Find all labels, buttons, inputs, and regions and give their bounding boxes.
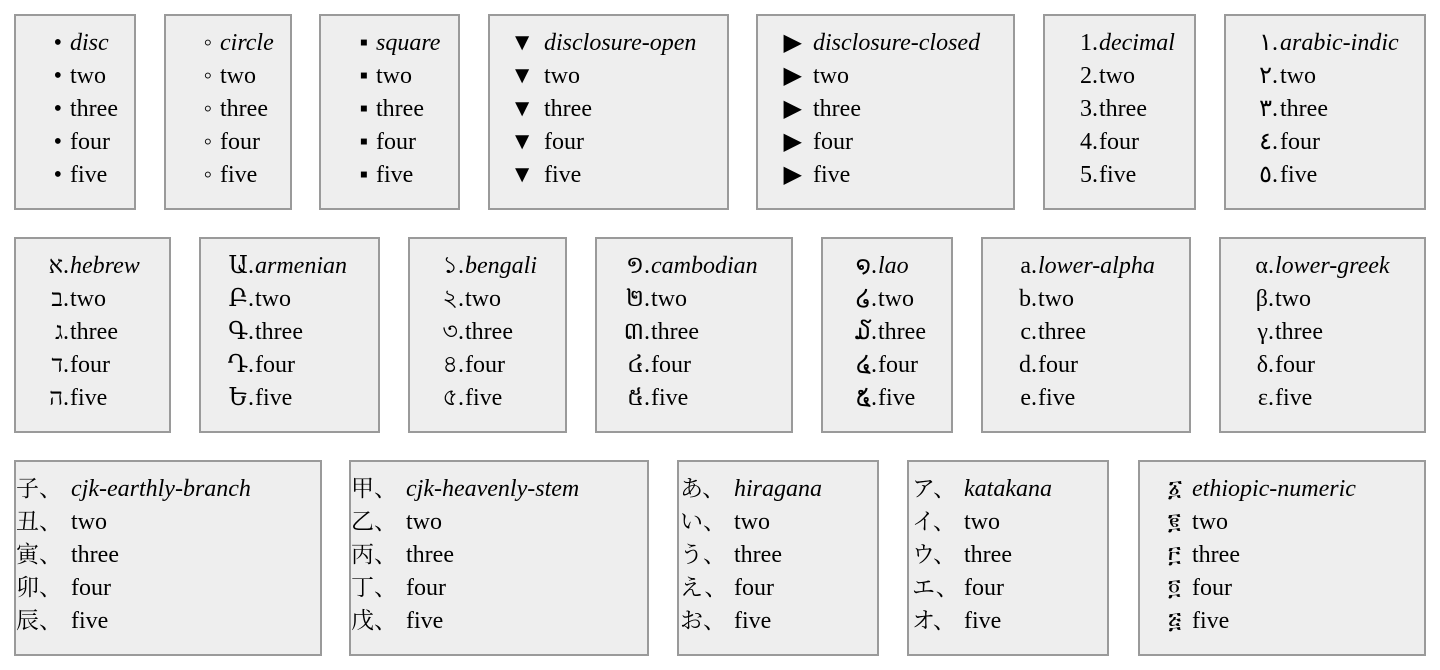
list-item [912,539,1012,572]
list-marker: 辰、 [16,608,62,634]
list-item [994,250,1155,283]
list-item-label: disclosure-open [544,30,697,56]
list-item-label: three [465,319,513,345]
list-item-label: two [1099,63,1135,89]
list-item [1168,473,1356,506]
list-item-label: two [734,509,770,535]
list-item-label: five [734,608,772,634]
list-item-label: disclosure-closed [813,30,981,56]
list-item [16,506,107,539]
list-item [26,382,107,415]
list-marker: オ、 [912,608,956,634]
list-item-label: two [1275,286,1311,312]
list-marker: ◦ [203,30,212,56]
list-item-label: two [465,286,501,312]
list-item [994,349,1078,382]
list-item-label: two [1280,63,1316,89]
list-item [16,539,119,572]
list-item [912,572,1004,605]
list-marker: ▼ [510,30,534,56]
list-marker: ፪ [1168,509,1181,535]
list-marker: 戊、 [351,608,397,634]
list-marker: Ա. [228,253,254,279]
list-item [210,382,292,415]
list-marker: ٢. [1259,63,1278,89]
list-item [1168,539,1240,572]
list-item [606,382,688,415]
list-marker: ▪ [359,96,368,122]
list-marker: イ、 [912,509,956,535]
list-item [190,27,274,60]
list-marker: b. [1019,286,1037,312]
list-marker: Բ. [228,286,254,312]
list-item-label: three [813,96,861,122]
list-item-label: decimal [1099,30,1175,56]
list-item [994,316,1086,349]
list-marker: • [53,129,62,155]
list-item [834,349,918,382]
list-item-label: two [1038,286,1074,312]
list-item-label: two [376,63,412,89]
list-item [40,60,106,93]
list-marker: ៣. [623,319,650,345]
list-marker: ٤. [1259,129,1278,155]
list-item [606,349,691,382]
list-item [510,159,581,192]
list-item-label: five [651,385,689,411]
list-marker: ፫ [1168,542,1181,568]
list-marker: ▶ [783,63,802,89]
list-marker: え、 [680,575,728,601]
list-item-label: two [70,286,106,312]
list-item [912,473,1052,506]
list-item [346,93,424,126]
list-item-label: four [651,352,691,378]
list-item-label: five [465,385,503,411]
list-item [26,349,110,382]
list-item-label: three [878,319,926,345]
list-item-label: four [734,575,774,601]
list-marker: ▶ [783,30,802,56]
list-marker: ▪ [359,63,368,89]
list-item-label: cjk-heavenly-stem [406,476,580,502]
list-marker: γ. [1257,319,1274,345]
list-item-label: five [70,162,108,188]
list-marker: a. [1020,253,1037,279]
list-item-label: two [70,63,106,89]
list-item [912,605,1001,638]
list-item-label: five [255,385,293,411]
list-marker: 丁、 [351,575,397,601]
list-marker: ▼ [510,129,534,155]
list-item-label: two [813,63,849,89]
list-item-label: three [544,96,592,122]
list-item-label: ethiopic-numeric [1192,476,1356,502]
list-item-label: three [71,542,119,568]
list-marker: ◦ [203,63,212,89]
list-marker: ア、 [912,476,957,502]
list-item [210,283,291,316]
list-item [994,382,1075,415]
list-marker: ২. [442,286,464,312]
list-item [1168,506,1228,539]
list-marker: ໓. [854,319,877,345]
list-item-label: lower-greek [1275,253,1390,279]
list-item [346,126,416,159]
list-item-label: three [70,96,118,122]
list-marker: Դ. [227,352,254,378]
list-item [606,283,687,316]
list-item [1058,93,1147,126]
list-item-label: three [70,319,118,345]
list-marker: 5. [1080,162,1098,188]
list-item-label: five [71,608,109,634]
list-item [606,250,758,283]
list-marker: 卯、 [16,575,62,601]
list-marker: ৩. [442,319,464,345]
list-item [420,250,537,283]
list-item [510,126,584,159]
list-item [510,93,592,126]
list-item [680,539,782,572]
list-item [1058,60,1135,93]
list-item [510,27,696,60]
list-marker: α. [1255,253,1274,279]
list-item [834,382,915,415]
list-marker: • [53,63,62,89]
list-item-label: bengali [465,253,537,279]
list-item [1238,60,1316,93]
list-item [1168,605,1229,638]
list-item [1230,283,1311,316]
list-item [1058,27,1175,60]
list-item-label: three [1099,96,1147,122]
list-marker: e. [1020,385,1037,411]
list-item [1230,250,1390,283]
list-item-label: four [255,352,295,378]
list-marker: ١. [1259,30,1278,56]
list-item-label: five [813,162,851,188]
list-item-label: four [813,129,853,155]
list-marker: ▶ [783,96,802,122]
list-marker: ២. [625,286,650,312]
list-item [26,316,118,349]
list-item-label: three [220,96,268,122]
list-item [40,27,109,60]
list-marker: Գ. [228,319,254,345]
list-item-label: four [1192,575,1232,601]
list-marker: ◦ [203,129,212,155]
list-item-label: five [376,162,414,188]
list-marker: ▪ [359,162,368,188]
list-marker: ג. [55,319,69,345]
list-marker: 乙、 [351,509,397,535]
list-item-label: two [406,509,442,535]
list-marker: ▶ [783,162,802,188]
list-marker: • [53,96,62,122]
list-marker: ה. [49,385,69,411]
list-item-label: katakana [964,476,1052,502]
list-marker: 3. [1080,96,1098,122]
list-marker: ໑. [855,253,877,279]
list-marker: c. [1020,319,1037,345]
list-item [26,250,140,283]
list-item [351,473,579,506]
list-item-label: four [220,129,260,155]
list-item [834,250,909,283]
list-item [778,93,861,126]
list-marker: い、 [680,509,726,535]
list-item [1238,27,1399,60]
list-marker: δ. [1256,352,1274,378]
list-item-label: four [544,129,584,155]
list-item-label: armenian [255,253,347,279]
list-item-label: arabic-indic [1280,30,1399,56]
list-item [351,539,454,572]
list-marker: エ、 [912,575,959,601]
list-item [40,93,118,126]
list-marker: ◦ [203,162,212,188]
list-item [190,126,260,159]
list-item-label: four [70,129,110,155]
list-item [1058,126,1139,159]
list-marker: ε. [1257,385,1274,411]
list-item-label: three [406,542,454,568]
list-marker: ד. [51,352,69,378]
list-marker: ፬ [1168,575,1181,601]
list-marker: 寅、 [16,542,62,568]
list-item [778,159,850,192]
list-marker: Ե. [228,385,254,411]
list-item-label: five [964,608,1002,634]
list-item-label: three [1038,319,1086,345]
list-marker: ▶ [783,129,802,155]
list-item [680,572,774,605]
list-item [1230,316,1323,349]
list-marker: d. [1019,352,1037,378]
list-item-label: three [1192,542,1240,568]
list-item-label: three [1275,319,1323,345]
list-item-label: two [651,286,687,312]
list-item-label: five [1275,385,1313,411]
list-item-label: five [878,385,916,411]
list-marker: ፩ [1168,476,1183,502]
list-item [16,473,251,506]
list-item-label: five [1280,162,1318,188]
list-marker: ▼ [510,63,534,89]
list-marker: 丑、 [16,509,62,535]
list-marker: 子、 [16,476,62,502]
list-marker: ▪ [359,30,368,56]
list-item [26,283,106,316]
list-item-label: three [376,96,424,122]
list-marker: ▼ [510,162,534,188]
list-marker: ໔. [856,352,877,378]
list-marker: ৫. [442,385,464,411]
list-item-label: cjk-earthly-branch [71,476,251,502]
list-marker: お、 [680,608,726,634]
list-item-label: five [70,385,108,411]
list-item-label: cambodian [651,253,758,279]
list-marker: β. [1255,286,1274,312]
list-item [346,159,413,192]
list-item-label: four [376,129,416,155]
list-item [680,473,822,506]
list-item-label: four [964,575,1004,601]
list-marker: ב. [51,286,69,312]
list-item-label: two [220,63,256,89]
list-marker: ▼ [510,96,534,122]
list-item-label: four [1280,129,1320,155]
list-item-label: four [1275,352,1315,378]
list-marker: ◦ [203,96,212,122]
list-item [190,93,268,126]
list-item [1058,159,1136,192]
list-item-label: five [1099,162,1137,188]
list-marker: ໕. [856,385,877,411]
list-marker: א. [48,253,69,279]
list-marker: ໒. [855,286,877,312]
list-marker: ៥. [627,385,650,411]
list-item-label: four [406,575,446,601]
list-item-label: square [376,30,441,56]
list-marker: 2. [1080,63,1098,89]
list-item [346,27,440,60]
list-marker: ٣. [1259,96,1278,122]
list-item [1238,126,1320,159]
list-item [834,316,926,349]
list-item [420,316,513,349]
list-item-label: five [1038,385,1076,411]
list-item [680,506,770,539]
list-item [994,283,1074,316]
list-item-label: four [70,352,110,378]
list-item-label: five [406,608,444,634]
list-item [210,250,347,283]
list-item [40,126,110,159]
list-item-label: four [465,352,505,378]
list-marker: 1. [1080,30,1098,56]
list-item-label: disc [70,30,109,56]
list-item [510,60,580,93]
list-item [420,382,502,415]
list-item [680,605,771,638]
list-item-label: three [255,319,303,345]
list-marker: ▪ [359,129,368,155]
list-marker: ៤. [627,352,650,378]
list-item [351,605,443,638]
list-marker: あ、 [680,476,726,502]
list-item-label: hiragana [734,476,823,502]
list-item [778,126,853,159]
list-item [778,27,980,60]
list-item [912,506,1000,539]
list-item-label: three [1280,96,1328,122]
list-item-label: two [878,286,914,312]
list-item [1238,159,1317,192]
list-item [346,60,412,93]
list-marker: 4. [1080,129,1098,155]
list-item [40,159,107,192]
list-marker: う、 [680,542,726,568]
list-item [778,60,849,93]
list-item [351,506,442,539]
list-item [1168,572,1232,605]
list-item [1230,349,1315,382]
list-item [190,60,256,93]
list-marker: ១. [625,253,650,279]
list-marker: • [53,162,62,188]
list-item-label: two [71,509,107,535]
list-item [420,283,501,316]
list-item-label: two [255,286,291,312]
list-item-label: three [734,542,782,568]
list-marker: ウ、 [912,542,957,568]
list-item [606,316,699,349]
list-item-label: two [1192,509,1228,535]
list-item-label: four [1038,352,1078,378]
list-marker: • [53,30,62,56]
list-item-label: three [964,542,1012,568]
list-item [16,605,108,638]
list-item-label: hebrew [70,253,140,279]
list-item-label: five [220,162,258,188]
list-marker: 丙、 [351,542,397,568]
list-item-label: lao [878,253,909,279]
list-marker: ১. [442,253,464,279]
list-item [1230,382,1312,415]
list-item [16,572,111,605]
list-item [834,283,914,316]
list-item-label: four [1099,129,1139,155]
list-marker: ፭ [1168,608,1182,634]
list-item [351,572,446,605]
list-item-label: five [1192,608,1230,634]
list-item-label: circle [220,30,274,56]
list-item-label: two [964,509,1000,535]
list-item [420,349,505,382]
list-item [210,349,295,382]
list-item-label: lower-alpha [1038,253,1155,279]
list-item-label: two [544,63,580,89]
list-marker: ৪. [442,352,464,378]
list-item-label: four [878,352,918,378]
list-item [210,316,303,349]
list-item [1238,93,1328,126]
list-item-label: five [544,162,582,188]
list-item-label: three [651,319,699,345]
list-item-label: four [71,575,111,601]
list-marker: 甲、 [351,476,397,502]
list-item [190,159,257,192]
list-marker: ٥. [1259,162,1278,188]
